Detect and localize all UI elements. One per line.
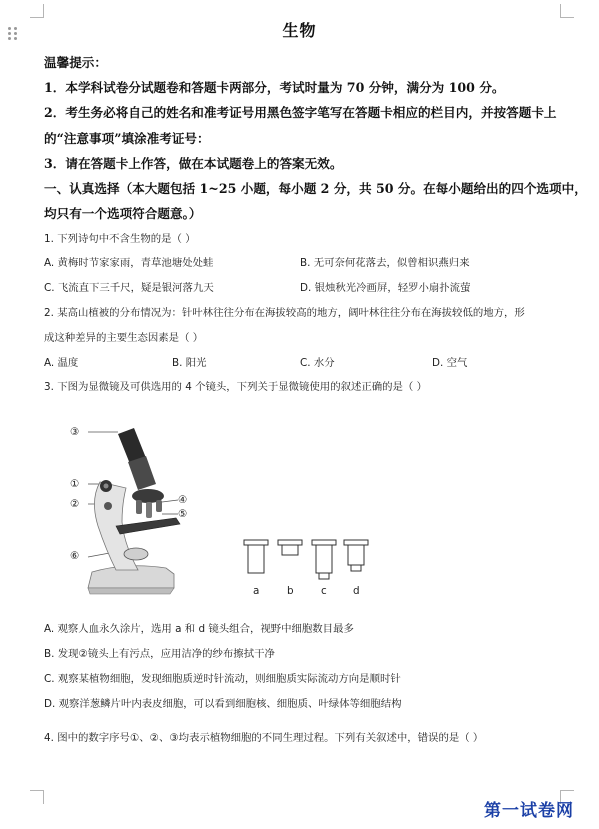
lens-label-c: c bbox=[321, 585, 327, 597]
question-3-stem: 3. 下图为显微镜及可供选用的 4 个镜头，下列关于显微镜使用的叙述正确的是（ ） bbox=[44, 381, 428, 393]
question-2-option-c: C. 水分 bbox=[300, 357, 335, 369]
microscope-label-3: ③ bbox=[70, 426, 80, 438]
question-2-option-d: D. 空气 bbox=[432, 357, 468, 369]
microscope-label-6: ⑥ bbox=[70, 550, 80, 562]
question-2-option-a: A. 温度 bbox=[44, 357, 79, 369]
tip-item-2-line-2: 的“注意事项”填涂准考证号： bbox=[44, 131, 210, 146]
crop-mark-top-left bbox=[30, 4, 44, 18]
question-1-option-a: A. 黄梅时节家家雨，青草池塘处处蛙 bbox=[44, 257, 214, 269]
question-3-option-c: C. 观察某植物细胞，发现细胞质逆时针流动，则细胞质实际流动方向是顺时针 bbox=[44, 673, 401, 685]
question-2-stem-line-1: 2. 某高山植被的分布情况为：针叶林往往分布在海拔较高的地方，阔叶林往往分布在海拔较低的地方，形 bbox=[44, 307, 525, 319]
question-1-stem: 1. 下列诗句中不含生物的是（ ） bbox=[44, 233, 196, 245]
question-2-option-b: B. 阳光 bbox=[172, 357, 207, 369]
page-title: 生物 bbox=[282, 21, 317, 40]
microscope-label-5: ⑤ bbox=[178, 508, 188, 520]
tip-item-1: 1．本学科试卷分试题卷和答题卡两部分，考试时量为 70 分钟，满分为 100 分。 bbox=[44, 80, 505, 95]
question-1-option-d: D. 银烛秋光冷画屏，轻罗小扇扑流萤 bbox=[300, 282, 471, 294]
crop-mark-top-right bbox=[560, 4, 574, 18]
tips-heading: 温馨提示： bbox=[44, 55, 107, 70]
question-3-option-d: D. 观察洋葱鳞片叶内表皮细胞，可以看到细胞核、细胞质、叶绿体等细胞结构 bbox=[44, 698, 402, 710]
lens-label-b: b bbox=[287, 585, 294, 597]
question-4-stem: 4. 图中的数字序号①、②、③均表示植物细胞的不同生理过程。下列有关叙述中，错误的是（ ） bbox=[44, 732, 484, 744]
watermark-logo: 第一试卷网 bbox=[484, 801, 574, 821]
microscope-figure bbox=[66, 422, 196, 598]
question-3-option-b: B. 发现②镜头上有污点，应用洁净的纱布擦拭干净 bbox=[44, 648, 275, 660]
question-3-option-a: A. 观察人血永久涂片，选用 a 和 d 镜头组合，视野中细胞数目最多 bbox=[44, 623, 354, 635]
lens-label-a: a bbox=[253, 585, 260, 597]
question-1-option-c: C. 飞流直下三千尺，疑是银河落九天 bbox=[44, 282, 214, 294]
crop-mark-bottom-left bbox=[30, 790, 44, 804]
section-heading-line-2: 均只有一个选项符合题意。） bbox=[44, 206, 202, 221]
section-heading-line-1: 一、认真选择（本大题包括 1~25 小题，每小题 2 分，共 50 分。在每小题给出的四个选项中， bbox=[44, 181, 587, 196]
question-1-option-b: B. 无可奈何花落去，似曾相识燕归来 bbox=[300, 257, 470, 269]
microscope-label-2: ② bbox=[70, 498, 80, 510]
microscope-label-1: ① bbox=[70, 478, 80, 490]
tip-item-2-line-1: 2．考生务必将自己的姓名和准考证号用黑色签字笔写在答题卡相应的栏目内，并按答题卡上 bbox=[44, 105, 557, 120]
tip-item-3: 3．请在答题卡上作答，做在本试题卷上的答案无效。 bbox=[44, 156, 343, 171]
question-2-stem-line-2: 成这种差异的主要生态因素是（ ） bbox=[44, 332, 204, 344]
lens-label-d: d bbox=[353, 585, 360, 597]
microscope-label-4: ④ bbox=[178, 494, 188, 506]
